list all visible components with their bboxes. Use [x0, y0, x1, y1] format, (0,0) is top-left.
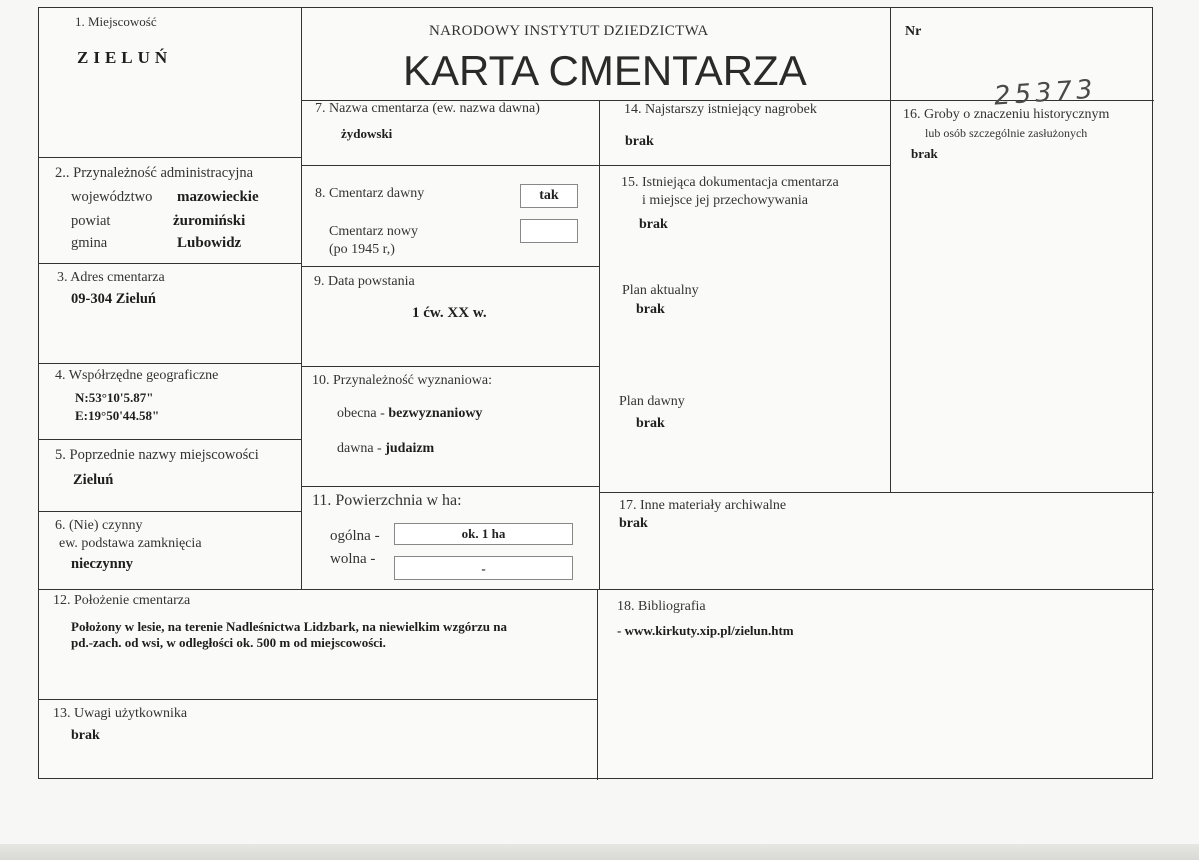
institute-name: NARODOWY INSTYTUT DZIEDZICTWA	[429, 23, 709, 39]
latitude-value: N:53°10'5.87"	[75, 390, 154, 405]
field-2-label: 2.. Przynależność administracyjna	[55, 165, 254, 181]
field-13-label: 13. Uwagi użytkownika	[53, 706, 188, 721]
divider	[301, 165, 890, 166]
field-8-new-sublabel: (po 1945 r,)	[329, 242, 395, 257]
field-10-label: 10. Przynależność wyznaniowa:	[312, 373, 492, 388]
total-area-box: ok. 1 ha	[394, 523, 573, 545]
old-cemetery-box: tak	[520, 184, 578, 208]
field-13-value: brak	[71, 728, 100, 743]
commune-value: Lubowidz	[177, 235, 242, 251]
commune-label: gmina	[71, 235, 108, 251]
divider	[39, 363, 301, 364]
field-14-value: brak	[625, 134, 654, 149]
location-line-2: pd.-zach. od wsi, w odległości ok. 500 m od miejscowości.	[71, 635, 386, 650]
free-area-label: wolna -	[330, 551, 376, 567]
current-plan-value: brak	[636, 302, 665, 317]
location-line-1: Położony w lesie, na terenie Nadleśnictwa Lidzbark, na niewielkim wzgórzu na	[71, 619, 507, 634]
field-3-value: 09-304 Zieluń	[71, 291, 156, 307]
voivodeship-label: województwo	[71, 189, 153, 205]
former-denomination	[337, 441, 434, 457]
current-plan-label: Plan aktualny	[622, 283, 699, 298]
voivodeship-value: mazowieckie	[177, 189, 259, 205]
field-14-label: 14. Najstarszy istniejący nagrobek	[624, 102, 817, 117]
divider	[39, 699, 597, 700]
field-11-label: 11. Powierzchnia w ha:	[312, 492, 462, 509]
field-7-value: żydowski	[341, 126, 393, 141]
field-17-label: 17. Inne materiały archiwalne	[619, 498, 787, 513]
field-15-label: 15. Istniejąca dokumentacja cmentarza	[621, 175, 839, 190]
divider	[301, 366, 599, 367]
new-cemetery-box	[520, 219, 578, 243]
field-5-label: 5. Poprzednie nazwy miejscowości	[55, 447, 259, 463]
field-1-label: 1. Miejscowość	[75, 14, 157, 29]
old-plan-value: brak	[636, 416, 665, 431]
divider	[39, 157, 301, 158]
field-15-sublabel: i miejsce jej przechowywania	[642, 193, 808, 208]
bibliography-link[interactable]: - www.kirkuty.xip.pl/zielun.htm	[617, 623, 794, 638]
paper-edge	[0, 844, 1199, 860]
field-6-sublabel: ew. podstawa zamknięcia	[59, 536, 202, 551]
total-area-label: ogólna -	[330, 528, 380, 544]
county-value: żuromiński	[173, 213, 246, 229]
old-plan-label: Plan dawny	[619, 394, 685, 409]
field-16-sublabel: lub osób szczególnie zasłużonych	[925, 126, 1088, 140]
field-6-label: 6. (Nie) czynny	[55, 518, 143, 533]
cemetery-card	[38, 7, 1153, 779]
former-denomination-value: judaizm	[385, 441, 435, 456]
field-1-value: ZIELUŃ	[77, 48, 173, 67]
nr-label: Nr	[905, 24, 922, 39]
county-label: powiat	[71, 213, 111, 229]
field-16-label: 16. Groby o znaczeniu historycznym	[903, 107, 1110, 122]
field-9-label: 9. Data powstania	[314, 274, 415, 289]
field-6-value: nieczynny	[71, 556, 134, 572]
divider	[39, 439, 301, 440]
field-8-new-label: Cmentarz nowy	[329, 224, 419, 239]
current-denomination	[337, 406, 482, 422]
field-7-label: 7. Nazwa cmentarza (ew. nazwa dawna)	[315, 101, 540, 116]
divider	[301, 266, 599, 267]
divider	[599, 100, 600, 589]
nr-value: 25373	[993, 74, 1098, 112]
field-15-value: brak	[639, 217, 668, 232]
field-17-value: brak	[619, 516, 648, 531]
divider	[599, 492, 1154, 493]
card-title: KARTA CMENTARZA	[403, 47, 807, 94]
divider	[890, 8, 891, 492]
current-denomination-label: obecna -	[337, 406, 389, 421]
longitude-value: E:19°50'44.58"	[75, 408, 160, 423]
free-area-box: -	[394, 556, 573, 580]
current-denomination-value: bezwyznaniowy	[388, 406, 483, 421]
field-12-label: 12. Położenie cmentarza	[53, 593, 191, 608]
divider	[301, 486, 599, 487]
field-18-label: 18. Bibliografia	[617, 599, 706, 614]
field-5-value: Zieluń	[73, 472, 114, 488]
divider	[39, 511, 301, 512]
divider	[597, 589, 598, 780]
divider	[301, 8, 302, 589]
former-denomination-label: dawna -	[337, 441, 386, 456]
field-16-value: brak	[911, 146, 938, 161]
field-4-label: 4. Współrzędne geograficzne	[55, 368, 219, 383]
divider	[39, 263, 301, 264]
field-8-old-label: 8. Cmentarz dawny	[315, 186, 425, 201]
field-3-label: 3. Adres cmentarza	[57, 270, 165, 285]
field-9-value: 1 ćw. XX w.	[412, 305, 487, 321]
